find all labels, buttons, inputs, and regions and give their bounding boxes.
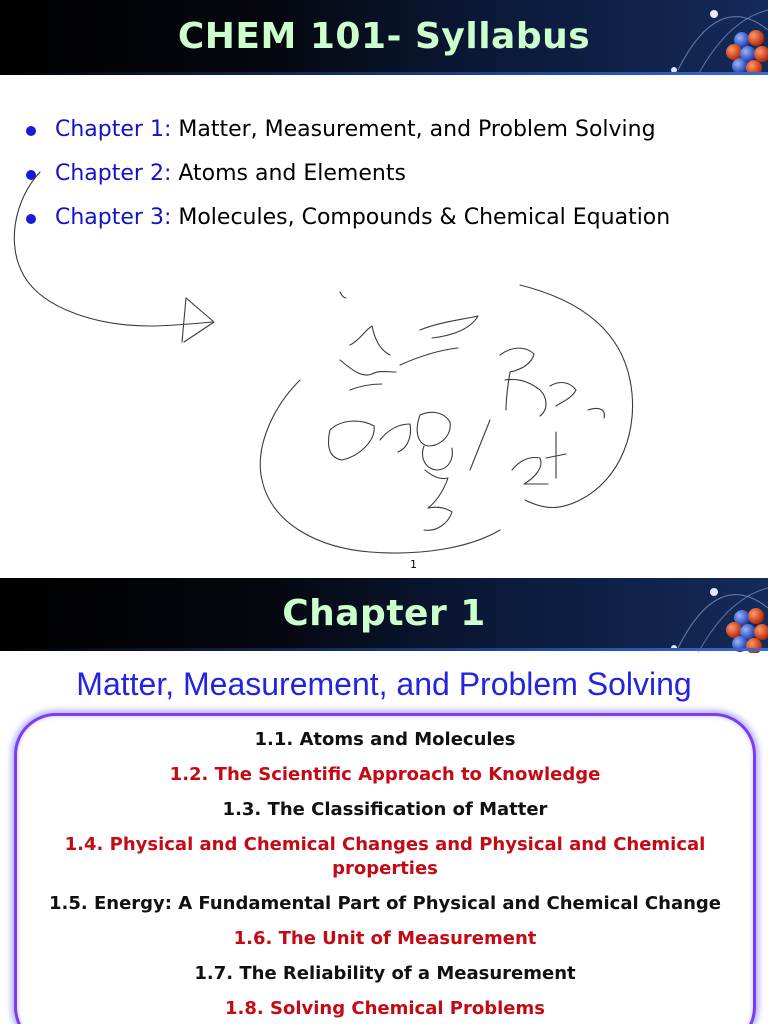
- chapter-label: Chapter 3:: [55, 205, 172, 230]
- toc-item: 1.5. Energy: A Fundamental Part of Physical and Chemical Change: [48, 893, 722, 914]
- chapter-description: Atoms and Elements: [171, 161, 406, 186]
- toc-item: 1.1. Atoms and Molecules: [254, 729, 516, 750]
- chapter-description: Matter, Measurement, and Problem Solving: [171, 117, 656, 142]
- toc-item: 1.8. Solving Chemical Problems: [225, 998, 545, 1019]
- slide-number: 1: [410, 558, 417, 568]
- atom-molecule-icon: [668, 578, 768, 653]
- chapter-label: Chapter 1:: [55, 117, 172, 142]
- title-bar-accent: [0, 648, 768, 651]
- slide-title: CHEM 101- Syllabus: [177, 16, 591, 57]
- toc-item: 1.3. The Classification of Matter: [222, 799, 548, 820]
- toc-item: 1.4. Physical and Chemical Changes and Physical and Chemical properties: [64, 834, 706, 879]
- chapter-subtitle: Matter, Measurement, and Problem Solving: [76, 666, 692, 702]
- table-of-contents: [14, 728, 756, 1024]
- slide-title: Chapter 1: [282, 593, 486, 634]
- title-bar: [0, 578, 768, 651]
- chapter-description: Molecules, Compounds & Chemical Equation: [171, 205, 671, 230]
- toc-item: 1.7. The Reliability of a Measurement: [194, 963, 576, 984]
- chapter-label: Chapter 2:: [55, 161, 172, 186]
- slide-2: [0, 568, 768, 1024]
- toc-item: 1.2. The Scientific Approach to Knowledge: [169, 764, 601, 785]
- toc-item: 1.6. The Unit of Measurement: [233, 928, 537, 949]
